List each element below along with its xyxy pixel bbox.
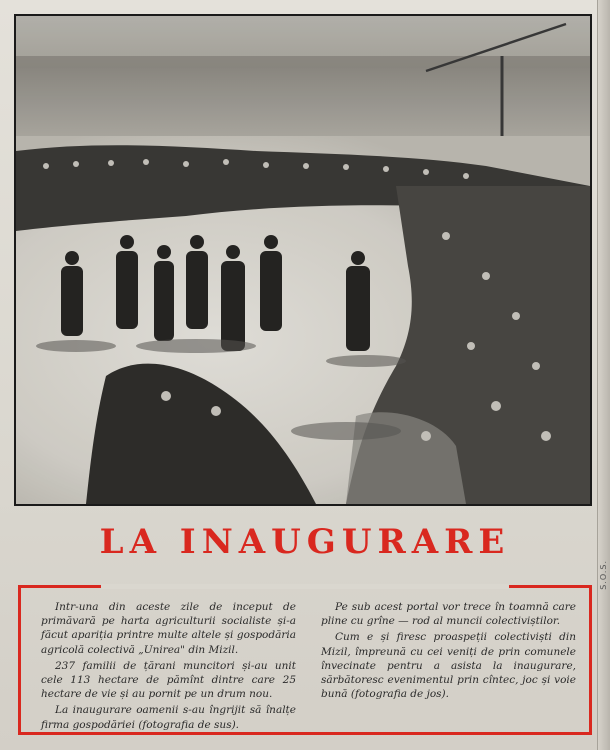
caption-box — [18, 585, 592, 735]
edge-text: S.O.S. — [599, 560, 608, 590]
caption-paragraph: Pe sub acest portal vor trece în toamnă care pline cu grîne — rod al muncii colectiviștilor. — [321, 601, 576, 628]
caption-paragraph: Cum e și firesc proaspeții colectiviști din Mizil, împreună cu cei veniți de prin comunele învecinate pentru a asista la inaugurare, sărbătoresc evenimentul prin cîntec, joc și voie bună (fotografia de jos). — [321, 631, 576, 701]
caption-column-right — [321, 600, 576, 703]
caption-paragraph: 237 familii de țărani muncitori și-au unit cele 113 hectare de pămînt dintre care 25 hectare de vie și au pornit pe un drum nou. — [41, 659, 296, 701]
caption-paragraph: Intr-una din aceste zile de inceput de primăvară pe harta agriculturii socialiste și-a făcut apariția printre multe altele și gospodăria agricolă colectivă „Unirea" din Mizil. — [41, 601, 296, 656]
headline: LA INAUGURARE — [99, 522, 511, 562]
photo-frame — [14, 14, 592, 506]
caption-column-left — [41, 600, 296, 734]
caption-paragraph: La inaugurare oamenii s-au îngrijit să înalțe firma gospodăriei (fotografia de sus). — [41, 704, 296, 731]
page-edge — [597, 0, 610, 750]
crowd-photo — [16, 16, 590, 504]
